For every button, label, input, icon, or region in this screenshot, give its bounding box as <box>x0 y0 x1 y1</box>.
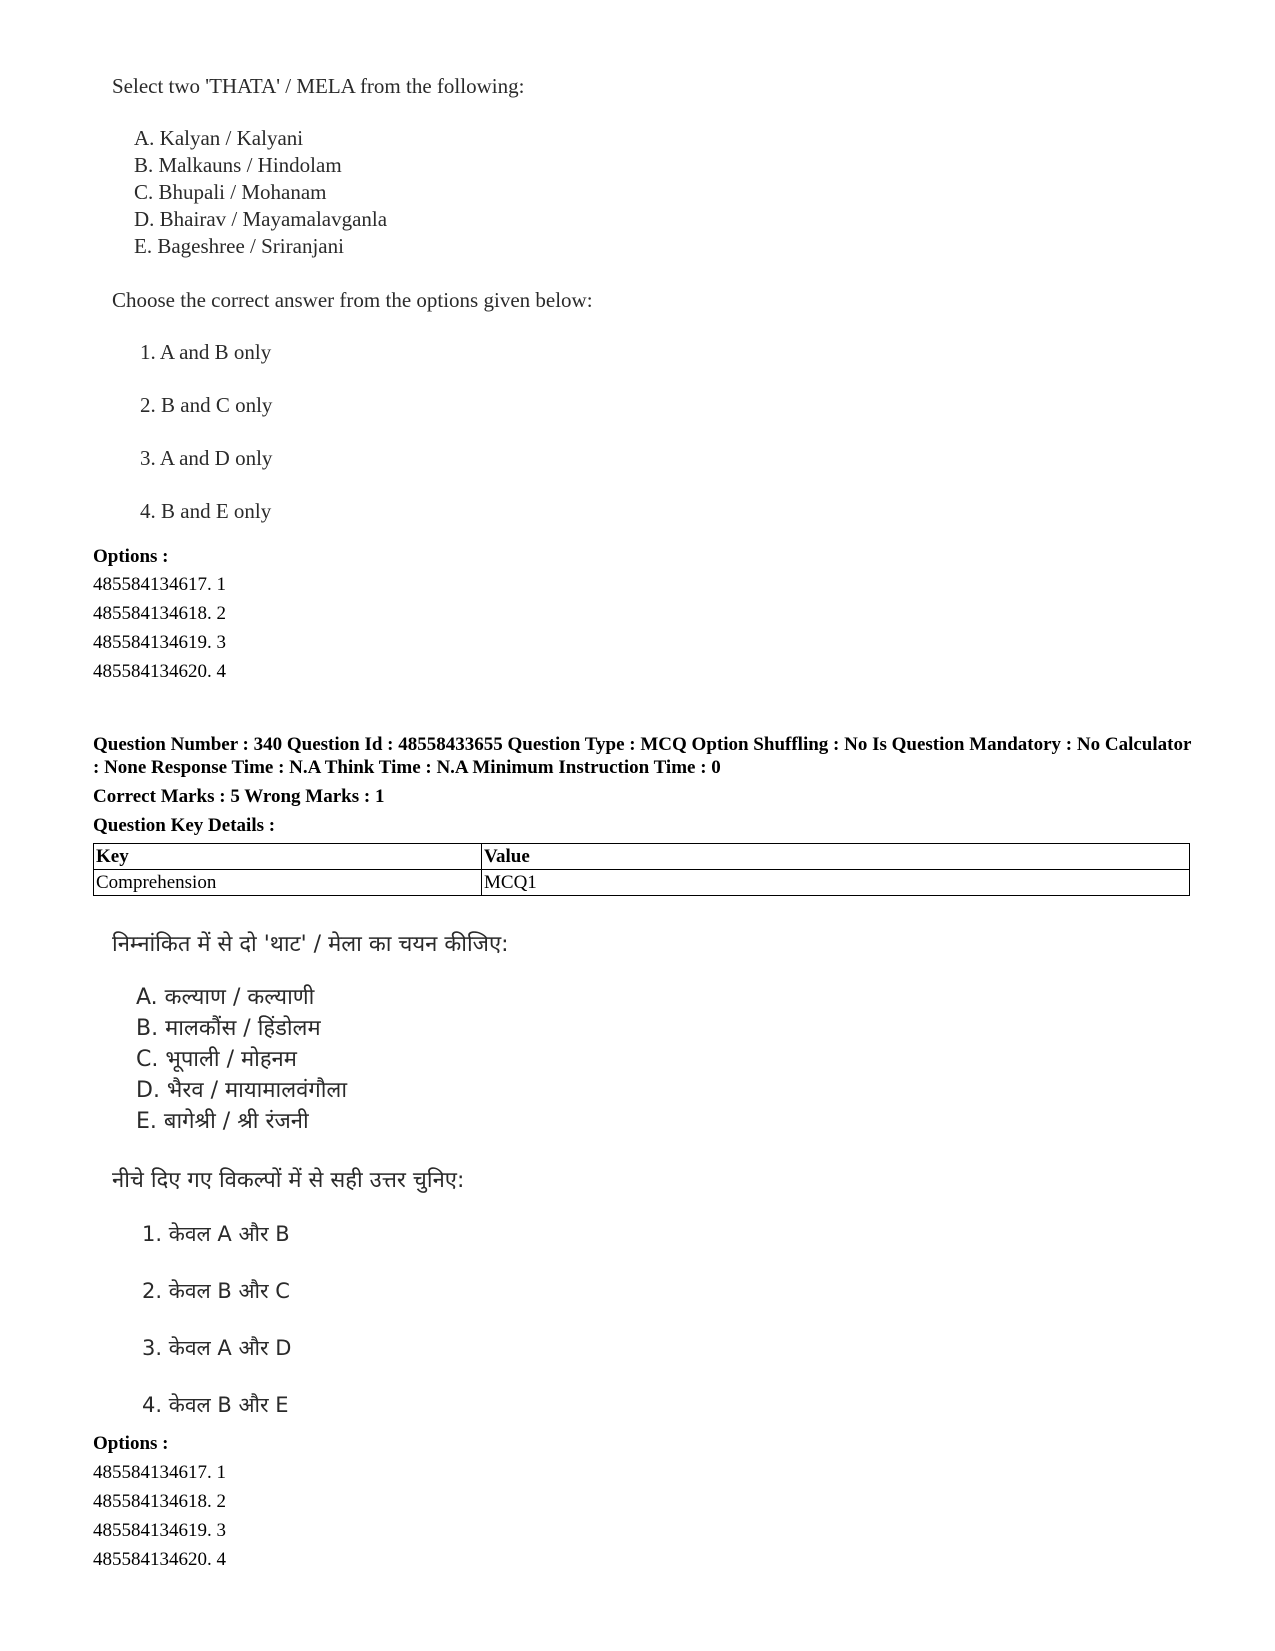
list-item: D. भैरव / मायामालवंगौला <box>136 1078 348 1103</box>
answer-choice: 2. केवल B और C <box>142 1279 290 1303</box>
list-item: C. भूपाली / मोहनम <box>136 1047 297 1072</box>
answer-choice: 3. केवल A और D <box>142 1336 292 1360</box>
answer-choice: 4. B and E only <box>140 499 272 523</box>
answer-choice: 1. A and B only <box>140 340 272 364</box>
question-statement: Select two 'THATA' / MELA from the following: <box>112 74 525 98</box>
answer-choice: 3. A and D only <box>140 446 273 470</box>
table-row <box>94 870 1190 896</box>
options-title: Options : <box>93 546 169 567</box>
options-title: Options : <box>93 1433 169 1454</box>
list-item: E. Bageshree / Sriranjani <box>134 234 344 258</box>
answer-choice: 1. केवल A और B <box>142 1222 290 1246</box>
answer-choice: 2. B and C only <box>140 393 273 417</box>
option-line: 485584134618. 2 <box>93 603 226 624</box>
option-line: 485584134620. 4 <box>93 1549 226 1570</box>
question-statement: निम्नांकित में से दो 'थाट' / मेला का चयन कीजिए: <box>112 932 509 957</box>
key-details-table <box>93 843 1190 896</box>
list-item: E. बागेश्री / श्री रंजनी <box>136 1109 309 1134</box>
option-line: 485584134619. 3 <box>93 632 226 653</box>
list-item: B. मालकौंस / हिंडोलम <box>136 1016 321 1041</box>
list-item: A. कल्याण / कल्याणी <box>136 985 315 1010</box>
option-line: 485584134620. 4 <box>93 661 226 682</box>
table-header-row <box>94 844 1190 870</box>
table-cell: Comprehension <box>94 870 482 896</box>
list-item: D. Bhairav / Mayamalavganla <box>134 207 388 231</box>
list-item: C. Bhupali / Mohanam <box>134 180 327 204</box>
marks-line: Correct Marks : 5 Wrong Marks : 1 <box>93 786 385 807</box>
table-cell: MCQ1 <box>482 870 1190 896</box>
option-line: 485584134619. 3 <box>93 1520 226 1541</box>
choose-instruction: नीचे दिए गए विकल्पों में से सही उत्तर चुनिए: <box>112 1168 465 1193</box>
question-meta: Question Number : 340 Question Id : 48558433655 Question Type : MCQ Option Shuffling : No Is Question Mandatory : No Calculator : None Response Time : N.A Think Time : N.A Minimum Instruction Time : 0 <box>93 734 1192 778</box>
option-line: 485584134617. 1 <box>93 574 226 595</box>
option-line: 485584134618. 2 <box>93 1491 226 1512</box>
table-header-cell: Value <box>482 844 1190 870</box>
table-header-cell: Key <box>94 844 482 870</box>
list-item: A. Kalyan / Kalyani <box>134 126 304 150</box>
key-details-title: Question Key Details : <box>93 815 276 836</box>
choose-instruction: Choose the correct answer from the options given below: <box>112 288 593 312</box>
answer-choice: 4. केवल B और E <box>142 1393 289 1417</box>
option-line: 485584134617. 1 <box>93 1462 226 1483</box>
list-item: B. Malkauns / Hindolam <box>134 153 342 177</box>
